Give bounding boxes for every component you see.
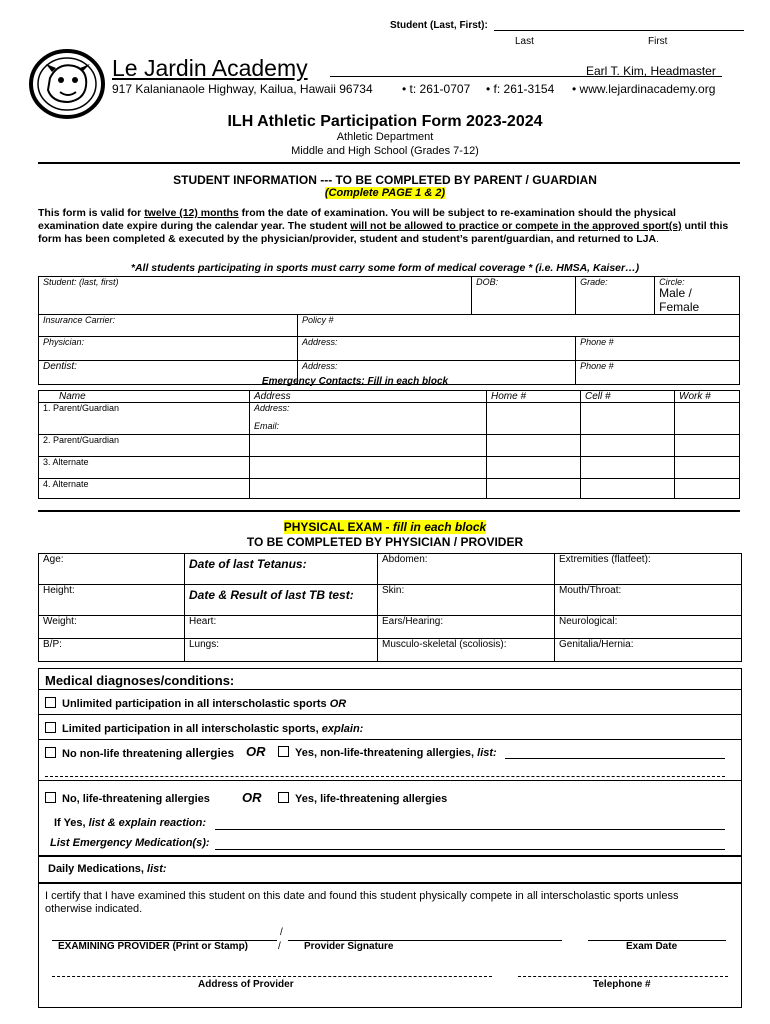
alt3-cell-cell[interactable] xyxy=(581,457,675,479)
headmaster: Earl T. Kim, Headmaster xyxy=(586,64,716,78)
policy-cell[interactable]: Policy # xyxy=(298,315,740,337)
parent2-cell-cell[interactable] xyxy=(581,435,675,457)
physical-subheading: TO BE COMPLETED BY PHYSICIAN / PROVIDER xyxy=(246,535,524,549)
row-parent2: 2. Parent/Guardian xyxy=(39,435,250,457)
alt4-home-cell[interactable] xyxy=(487,479,581,499)
school-web[interactable]: • www.lejardinacademy.org xyxy=(572,82,716,96)
extremities-cell[interactable]: Extremities (flatfeet): xyxy=(555,554,742,585)
col-work: Work # xyxy=(675,391,740,403)
provider-line[interactable] xyxy=(52,928,277,941)
parent2-home-cell[interactable] xyxy=(487,435,581,457)
row-alternate3: 3. Alternate xyxy=(39,457,250,479)
school-address: 917 Kalanianaole Highway, Kailua, Hawaii 96734 xyxy=(112,82,373,96)
nonlife-list-line-2[interactable] xyxy=(45,768,725,777)
no-nonlife-checkbox[interactable] xyxy=(45,747,56,758)
parent2-address-cell[interactable] xyxy=(250,435,487,457)
medical-rule-4 xyxy=(38,780,741,781)
student-name-label: Student (Last, First): xyxy=(390,20,488,31)
daily-med-label: Daily Medications, list: xyxy=(48,863,167,875)
validity-paragraph: This form is valid for twelve (12) months from the date of examination. You will be subject to re-examination should the physical examination date expire during the calendar year. The student will not be allowed to practice or compete in the approved sport(s) until this form has been completed & executed by the physician/provider, student and student’s parent/guardian, and returned to LJA. xyxy=(38,207,729,245)
alt4-work-cell[interactable] xyxy=(675,479,740,499)
last-label: Last xyxy=(515,36,534,47)
skin-cell[interactable]: Skin: xyxy=(378,585,555,616)
student-info-heading: STUDENT INFORMATION --- TO BE COMPLETED BY PARENT / GUARDIAN xyxy=(173,173,597,187)
emergency-med-label: List Emergency Medication(s): xyxy=(50,837,210,849)
or-1: OR xyxy=(246,744,266,759)
exam-date-line[interactable] xyxy=(588,928,726,941)
mouth-cell[interactable]: Mouth/Throat: xyxy=(555,585,742,616)
telephone-label: Telephone # xyxy=(593,979,651,990)
student-info-subheading: (Complete PAGE 1 & 2) xyxy=(324,187,446,199)
yes-life-checkbox[interactable] xyxy=(278,792,289,803)
genitalia-cell[interactable]: Genitalia/Hernia: xyxy=(555,639,742,662)
alt4-cell-cell[interactable] xyxy=(581,479,675,499)
gender-cell[interactable]: Circle: Male / Female xyxy=(655,277,740,315)
tetanus-cell[interactable]: Date of last Tetanus: xyxy=(185,554,378,585)
lungs-cell[interactable]: Lungs: xyxy=(185,639,378,662)
form-title: ILH Athletic Participation Form 2023-2024 xyxy=(227,113,543,130)
limited-checkbox[interactable] xyxy=(45,722,56,733)
tb-cell[interactable]: Date & Result of last TB test: xyxy=(185,585,378,616)
col-home: Home # xyxy=(487,391,581,403)
grades-title: Middle and High School (Grades 7-12) xyxy=(291,145,479,157)
reaction-line[interactable] xyxy=(215,819,725,830)
bulldog-logo xyxy=(28,48,106,120)
weight-cell[interactable]: Weight: xyxy=(39,616,185,639)
physical-exam-table xyxy=(38,553,742,662)
student-name-line[interactable] xyxy=(494,20,744,31)
height-cell[interactable]: Height: xyxy=(39,585,185,616)
age-cell[interactable]: Age: xyxy=(39,554,185,585)
physician-phone-cell[interactable]: Phone # xyxy=(576,337,740,361)
physician-address-cell[interactable]: Address: xyxy=(298,337,576,361)
yes-life-option[interactable]: Yes, life-threatening allergies xyxy=(278,792,447,805)
yes-nonlife-option[interactable]: Yes, non-life-threatening allergies, list: xyxy=(278,746,497,759)
parent1-work-cell[interactable] xyxy=(675,403,740,435)
col-address: Address xyxy=(250,391,487,403)
if-yes-label: If Yes, list & explain reaction: xyxy=(54,817,207,829)
unlimited-option[interactable]: Unlimited participation in all interscholastic sports OR xyxy=(45,697,346,710)
insurance-cell[interactable]: Insurance Carrier: xyxy=(39,315,298,337)
gender-options[interactable]: Male / Female xyxy=(659,286,700,314)
emergency-med-line[interactable] xyxy=(215,839,725,850)
coverage-note: *All students participating in sports must carry some form of medical coverage * (i.e. HMSA, Kaiser…) xyxy=(130,262,640,274)
medical-rule-1 xyxy=(38,689,741,690)
school-tel: • t: 261-0707 xyxy=(402,82,471,96)
heart-cell[interactable]: Heart: xyxy=(185,616,378,639)
provider-label: EXAMINING PROVIDER (Print or Stamp) xyxy=(58,941,249,952)
parent2-work-cell[interactable] xyxy=(675,435,740,457)
exam-date-label: Exam Date xyxy=(626,941,678,952)
dept-title: Athletic Department xyxy=(336,131,434,143)
medical-rule-3 xyxy=(38,739,741,740)
no-life-option[interactable]: No, life-threatening allergies xyxy=(45,792,210,805)
bp-cell[interactable]: B/P: xyxy=(39,639,185,662)
row-parent1: 1. Parent/Guardian xyxy=(39,403,250,435)
provider-address-line[interactable] xyxy=(52,966,492,977)
certify-text: I certify that I have examined this student on this date and found this student physically compete in all interscholastic sports unless otherwise indicated. xyxy=(45,890,679,915)
physician-cell[interactable]: Physician: xyxy=(39,337,298,361)
neuro-cell[interactable]: Neurological: xyxy=(555,616,742,639)
dentist-address-cell[interactable]: Address: xyxy=(298,361,576,385)
emergency-table xyxy=(38,390,740,499)
emergency-heading: Emergency Contacts: Fill in each block xyxy=(261,376,449,387)
no-nonlife-option[interactable]: No non-life threatening allergies xyxy=(45,746,234,760)
slash-1: / xyxy=(280,927,283,938)
signature-label: Provider Signature xyxy=(304,941,394,952)
or-2: OR xyxy=(242,790,262,805)
slash-2: / xyxy=(278,941,281,952)
physical-divider xyxy=(38,510,740,512)
col-cell: Cell # xyxy=(581,391,675,403)
no-life-checkbox[interactable] xyxy=(45,792,56,803)
abdomen-cell[interactable]: Abdomen: xyxy=(378,554,555,585)
signature-line[interactable] xyxy=(288,928,562,941)
nonlife-list-line[interactable] xyxy=(505,748,725,759)
alt3-home-cell[interactable] xyxy=(487,457,581,479)
dob-cell[interactable]: DOB: xyxy=(472,277,576,315)
school-fax: • f: 261-3154 xyxy=(486,82,555,96)
parent1-address-cell[interactable]: Address: Email: xyxy=(250,403,487,435)
student-name-cell[interactable]: Student: (last, first) xyxy=(39,277,472,315)
address-label: Address of Provider xyxy=(198,979,294,990)
row-alternate4: 4. Alternate xyxy=(39,479,250,499)
parent1-home-cell[interactable] xyxy=(487,403,581,435)
telephone-line[interactable] xyxy=(518,966,728,977)
alt3-work-cell[interactable] xyxy=(675,457,740,479)
dentist-cell[interactable]: Dentist: xyxy=(39,361,298,385)
alt4-address-cell[interactable] xyxy=(250,479,487,499)
unlimited-checkbox[interactable] xyxy=(45,697,56,708)
limited-option[interactable]: Limited participation in all interscholastic sports, explain: xyxy=(45,722,363,735)
student-info-table xyxy=(38,276,740,385)
physical-heading: PHYSICAL EXAM - fill in each block xyxy=(283,520,487,534)
dentist-phone-cell[interactable]: Phone # xyxy=(576,361,740,385)
parent1-cell-cell[interactable] xyxy=(581,403,675,435)
musculo-cell[interactable]: Musculo-skeletal (scoliosis): xyxy=(378,639,555,662)
first-label: First xyxy=(648,36,668,47)
ears-cell[interactable]: Ears/Hearing: xyxy=(378,616,555,639)
medical-heading: Medical diagnoses/conditions: xyxy=(45,673,235,688)
yes-nonlife-checkbox[interactable] xyxy=(278,746,289,757)
title-divider xyxy=(38,162,740,164)
grade-cell[interactable]: Grade: xyxy=(576,277,655,315)
col-name: Name xyxy=(39,391,250,403)
medical-rule-2 xyxy=(38,714,741,715)
school-name: Le Jardin Academy xyxy=(112,55,308,81)
alt3-address-cell[interactable] xyxy=(250,457,487,479)
